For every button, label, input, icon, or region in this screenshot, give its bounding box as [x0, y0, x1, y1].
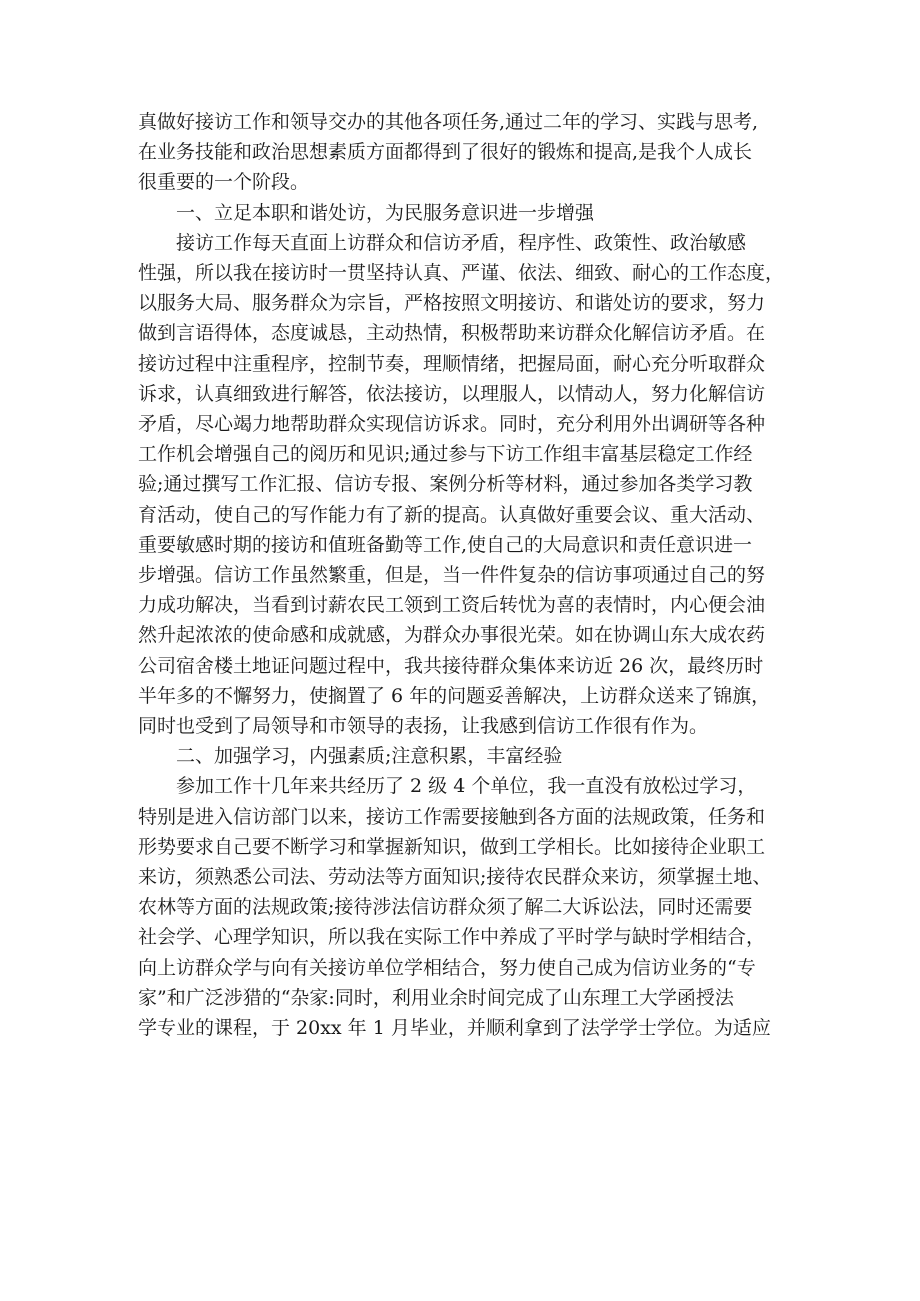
section-heading-1: [138, 198, 790, 228]
text-line: 性强，所以我在接访时一贯坚持认真、严谨、依法、细致、耐心的工作态度，: [138, 262, 785, 285]
text-line: 重要敏感时期的接访和值班备勤等工作,使自己的大局意识和责任意识进一: [138, 533, 753, 556]
text-line: 接访过程中注重程序，控制节奏，理顺情绪，把握局面，耐心充分听取群众: [138, 352, 766, 375]
text-line: 学专业的课程，于 20xx 年 1 月毕业，并顺利拿到了法学学士学位。为适应: [138, 1017, 771, 1040]
paragraph-section-2: [138, 771, 790, 1043]
text-line: 验;通过撰写工作汇报、信访专报、案例分析等材料，通过参加各类学习教: [138, 473, 753, 496]
text-line: 参加工作十几年来共经历了 2 级 4 个单位，我一直没有放松过学习，: [176, 775, 757, 798]
text-line: 来访，须熟悉公司法、劳动法等方面知识;接待农民群众来访，须掌握土地、: [138, 866, 772, 889]
text-line: 真做好接访工作和领导交办的其他各项任务,通过二年的学习、实践与思考,: [138, 111, 759, 133]
text-line: 形势要求自己要不断学习和掌握新知识，做到工学相长。比如接待企业职工: [138, 835, 766, 858]
text-line: 同时也受到了局领导和市领导的表扬，让我感到信访工作很有作为。: [138, 715, 709, 738]
text-line: 很重要的一个阶段。: [138, 171, 310, 194]
text-line: 农林等方面的法规政策;接待涉法信访群众须了解二大诉讼法，同时还需要: [138, 896, 753, 919]
text-line: 社会学、心理学知识，所以我在实际工作中养成了平时学与缺时学相结合，: [138, 926, 766, 949]
document-page: [138, 107, 790, 1043]
section-heading-2: [138, 741, 790, 771]
heading-text: 二、加强学习，内强素质;注意积累，丰富经验: [176, 745, 563, 768]
text-line: 做到言语得体，态度诚恳，主动热情，积极帮助来访群众化解信访矛盾。在: [138, 322, 766, 345]
text-line: 矛盾，尽心竭力地帮助群众实现信访诉求。同时，充分利用外出调研等各种: [138, 413, 766, 436]
text-line: 工作机会增强自己的阅历和见识;通过参与下访工作组丰富基层稳定工作经: [138, 443, 753, 466]
heading-text: 一、立足本职和谐处访，为民服务意识进一步增强: [176, 201, 595, 224]
text-line: 诉求，认真细致进行解答，依法接访，以理服人，以情动人，努力化解信访: [138, 382, 766, 405]
text-line: 特别是进入信访部门以来，接访工作需要接触到各方面的法规政策，任务和: [138, 805, 766, 828]
text-line: 向上访群众学与向有关接访单位学相结合，努力使自己成为信访业务的“专: [138, 956, 756, 979]
text-line: 力成功解决，当看到讨薪农民工领到工资后转忧为喜的表情时，内心便会油: [138, 594, 766, 617]
text-line: 家”和广泛涉猎的“杂家:同时，利用业余时间完成了山东理工大学函授法: [138, 986, 734, 1009]
text-line: 接访工作每天直面上访群众和信访矛盾，程序性、政策性、政治敏感: [176, 231, 747, 254]
text-line: 然升起浓浓的使命感和成就感，为群众办事很光荣。如在协调山东大成农药: [138, 624, 766, 647]
text-line: 育活动，使自己的写作能力有了新的提高。认真做好重要会议、重大活动、: [138, 503, 766, 526]
text-line: 步增强。信访工作虽然繁重，但是，当一件件复杂的信访事项通过自己的努: [138, 564, 766, 587]
text-line: 公司宿舍楼土地证问题过程中，我共接待群众集体来访近 26 次，最终历时: [138, 654, 764, 677]
paragraph-section-1: [138, 228, 790, 741]
paragraph-continued: [138, 107, 790, 198]
text-line: 在业务技能和政治思想素质方面都得到了很好的锻炼和提高,是我个人成长: [138, 141, 753, 164]
text-line: 以服务大局、服务群众为宗旨，严格按照文明接访、和谐处访的要求，努力: [138, 292, 766, 315]
text-line: 半年多的不懈努力，使搁置了 6 年的问题妥善解决，上访群众送来了锦旗，: [138, 684, 771, 707]
